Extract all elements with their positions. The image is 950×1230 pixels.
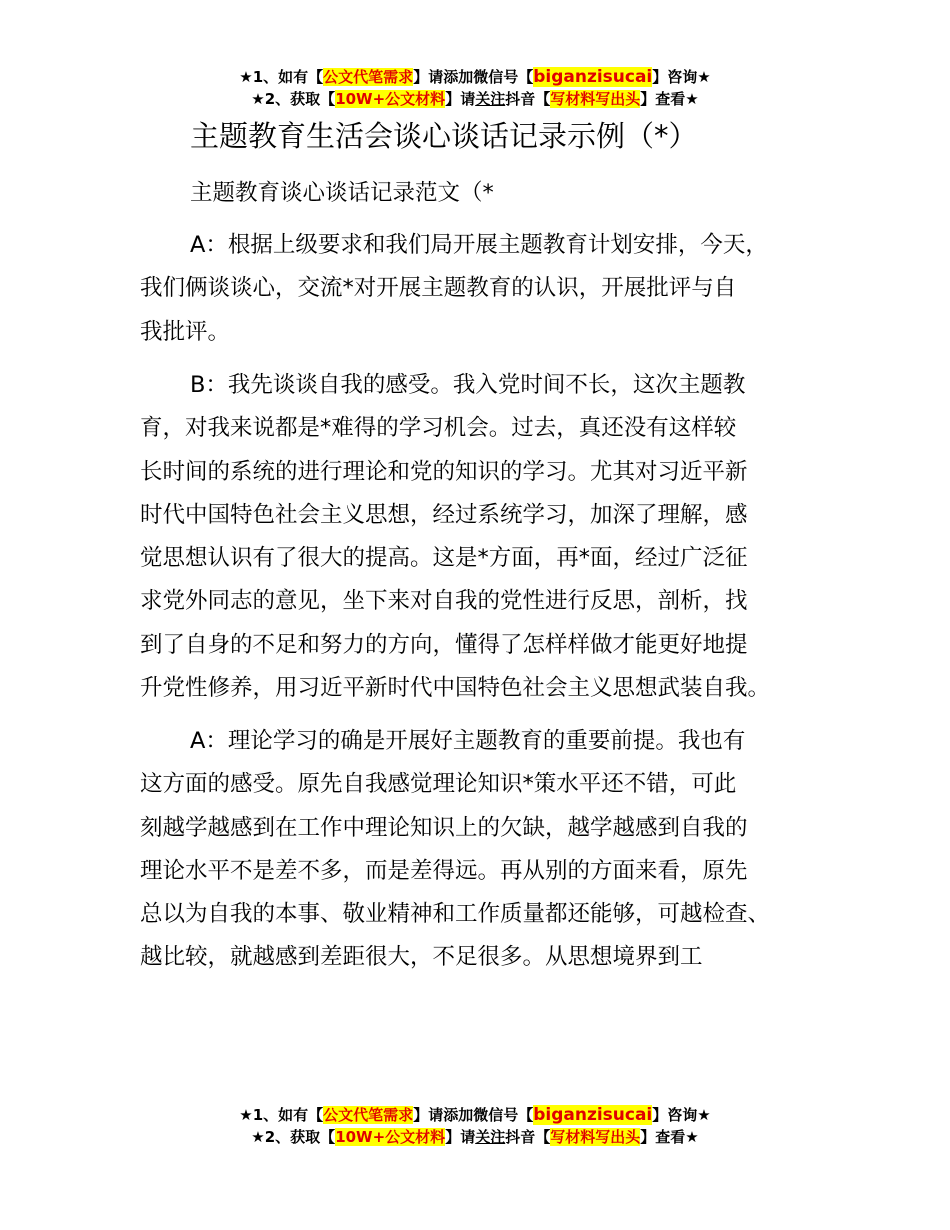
paragraph-line: 越比较，就越感到差距很大，不足很多。从思想境界到工	[140, 944, 703, 971]
banner-text: 】请	[445, 1128, 476, 1146]
paragraph-line: 总以为自我的本事、敬业精神和工作质量都还能够，可越检查、	[140, 901, 771, 928]
document-subtitle: 主题教育谈心谈话记录范文（*	[190, 180, 494, 206]
bottom-banner	[0, 1104, 950, 1148]
banner-text: ★1、如有【	[239, 1106, 324, 1124]
banner-text: ★1、如有【	[239, 68, 324, 86]
banner-text: ★2、获取【	[251, 1128, 336, 1146]
paragraph-line: 求党外同志的意见，坐下来对自我的党性进行反思，剖析，找	[140, 588, 748, 615]
banner-text: 】咨询★	[652, 1106, 711, 1124]
document-title: 主题教育生活会谈心谈话记录示例（*）	[190, 119, 698, 153]
banner-highlight-wechat-id: biganzisucai	[533, 67, 653, 87]
banner-line-1	[0, 1104, 950, 1126]
banner-highlight-douyin: 写材料写出头	[550, 90, 641, 108]
banner-highlight-ghostwriting: 公文代笔需求	[323, 1106, 414, 1124]
banner-highlight-douyin: 写材料写出头	[550, 1128, 641, 1146]
banner-text: 抖音【	[505, 90, 551, 108]
paragraph-line: 我们俩谈谈心，交流*对开展主题教育的认识，开展批评与自	[140, 275, 737, 302]
banner-text: 】查看★	[640, 1128, 699, 1146]
paragraph-line: A：理论学习的确是开展好主题教育的重要前提。我也有	[190, 728, 746, 754]
paragraph-line: B：我先谈谈自我的感受。我入党时间不长，这次主题教	[190, 372, 746, 398]
paragraph-line: 我批评。	[140, 318, 231, 345]
banner-highlight-wechat-id: biganzisucai	[533, 1105, 653, 1125]
paragraph-3	[140, 720, 830, 980]
paragraph-line: 长时间的系统的进行理论和党的知识的学习。尤其对习近平新	[140, 458, 748, 485]
top-banner	[0, 66, 950, 110]
paragraph-line: 这方面的感受。原先自我感觉理论知识*策水平还不错，可此	[140, 771, 737, 798]
banner-highlight-materials: 10W+公文材料	[335, 1128, 446, 1146]
paragraph-line: 育，对我来说都是*难得的学习机会。过去，真还没有这样较	[140, 415, 737, 442]
paragraph-line: 刻越学越感到在工作中理论知识上的欠缺，越学越感到自我的	[140, 814, 748, 841]
paragraph-line: A：根据上级要求和我们局开展主题教育计划安排，今天，	[190, 232, 768, 258]
paragraph-line: 理论水平不是差不多，而是差得远。再从别的方面来看，原先	[140, 857, 748, 884]
banner-text: 】查看★	[640, 90, 699, 108]
banner-text: 】咨询★	[652, 68, 711, 86]
banner-text: 】请添加微信号【	[413, 1106, 534, 1124]
banner-line-2	[0, 1126, 950, 1148]
banner-text: ★2、获取【	[251, 90, 336, 108]
paragraph-2	[140, 364, 830, 710]
banner-line-2	[0, 88, 950, 110]
paragraph-line: 时代中国特色社会主义思想，经过系统学习，加深了理解，感	[140, 501, 748, 528]
banner-follow-text: 关注	[475, 1128, 506, 1146]
banner-text: 】请	[445, 90, 476, 108]
banner-highlight-ghostwriting: 公文代笔需求	[323, 68, 414, 86]
paragraph-line: 升党性修养，用习近平新时代中国特色社会主义思想武装自我。	[140, 675, 771, 702]
banner-highlight-materials: 10W+公文材料	[335, 90, 446, 108]
paragraph-1	[140, 224, 830, 354]
paragraph-line: 到了自身的不足和努力的方向，懂得了怎样样做才能更好地提	[140, 631, 748, 658]
paragraph-line: 觉思想认识有了很大的提高。这是*方面，再*面，经过广泛征	[140, 545, 748, 572]
banner-follow-text: 关注	[475, 90, 506, 108]
banner-text: 抖音【	[505, 1128, 551, 1146]
banner-line-1	[0, 66, 950, 88]
banner-text: 】请添加微信号【	[413, 68, 534, 86]
